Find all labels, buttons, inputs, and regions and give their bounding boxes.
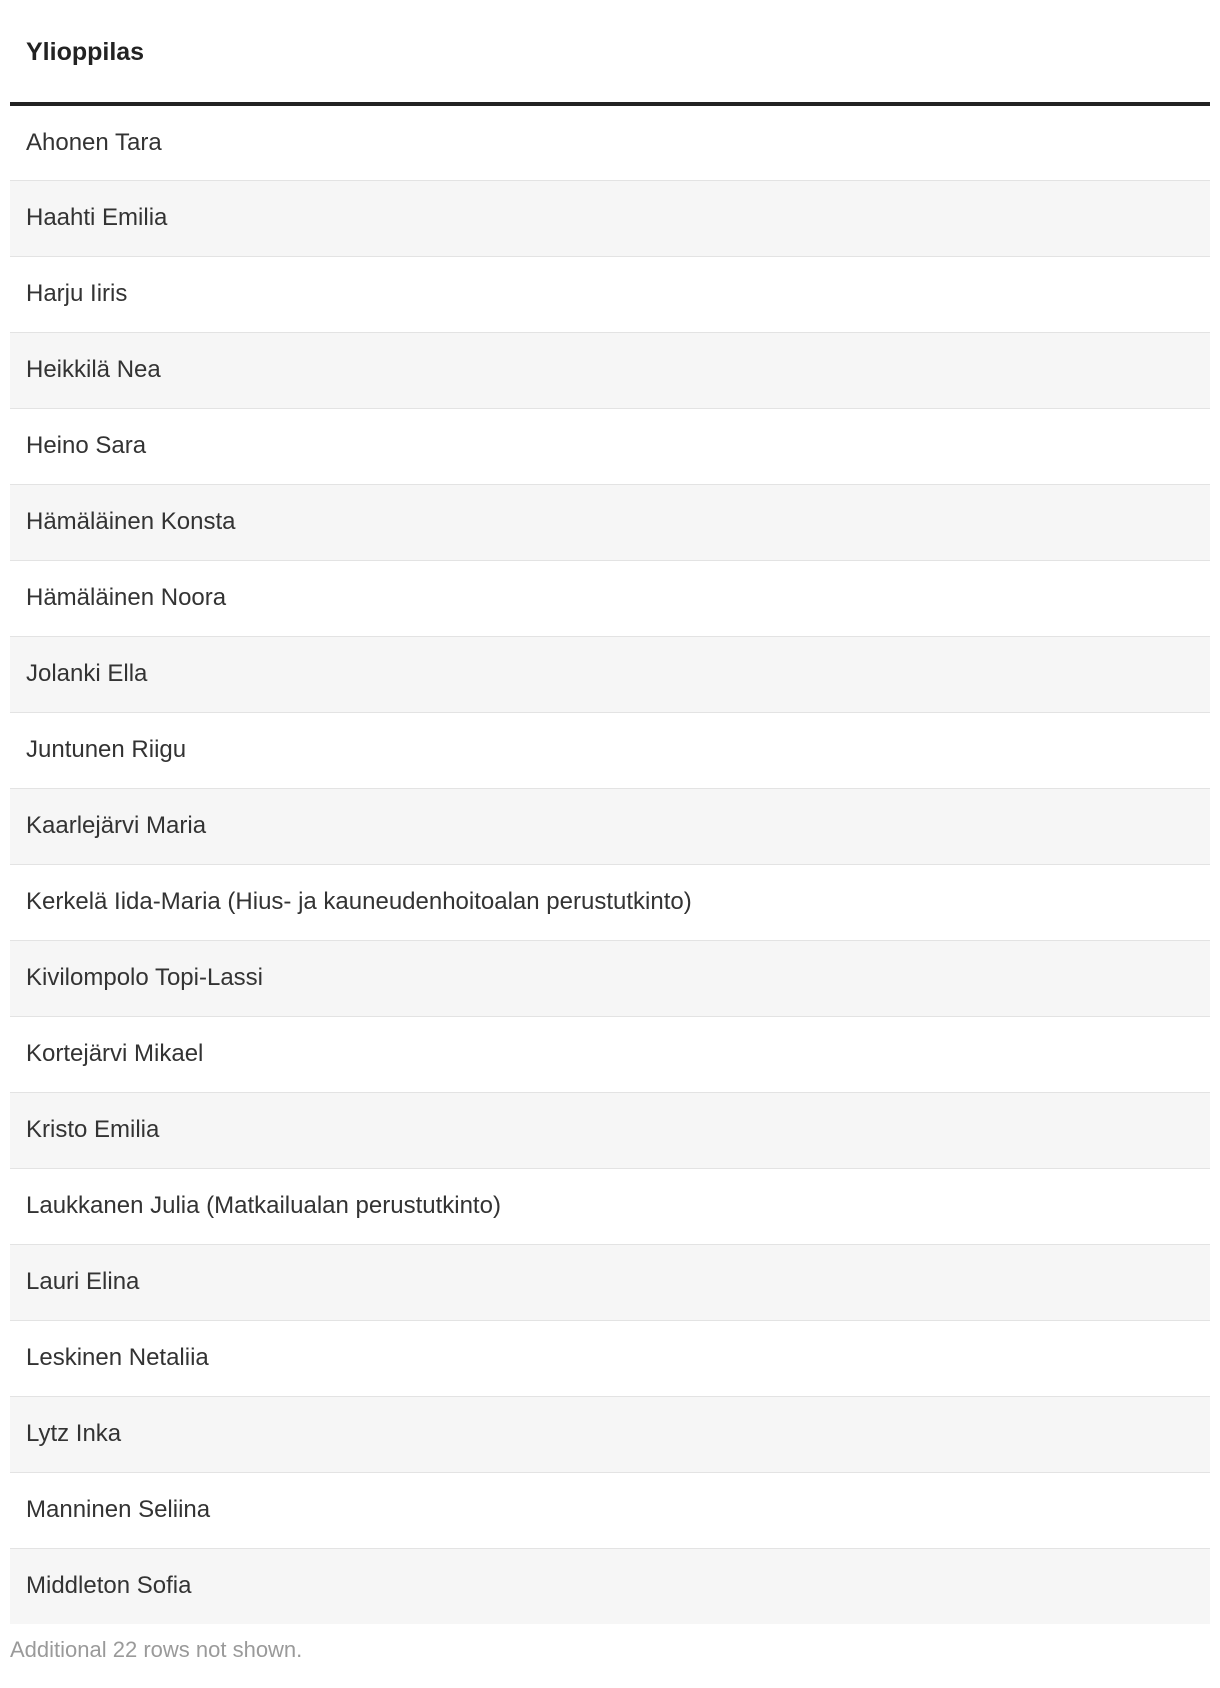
- column-header-ylioppilas: Ylioppilas: [10, 0, 1210, 104]
- table-cell-name: Kerkelä Iida-Maria (Hius- ja kauneudenhoitoalan perustutkinto): [10, 864, 1210, 940]
- table-row: [10, 1244, 1210, 1320]
- table-cell-name: Heikkilä Nea: [10, 332, 1210, 408]
- table-cell-name: Lauri Elina: [10, 1244, 1210, 1320]
- table-row: [10, 1548, 1210, 1624]
- rows-not-shown-note: Additional 22 rows not shown.: [10, 1637, 303, 1662]
- table-cell-name: Leskinen Netaliia: [10, 1320, 1210, 1396]
- table-cell-name: Hämäläinen Konsta: [10, 484, 1210, 560]
- table-cell-name: Heino Sara: [10, 408, 1210, 484]
- table-row: [10, 408, 1210, 484]
- table-cell-name: Kaarlejärvi Maria: [10, 788, 1210, 864]
- table-cell-name: Ahonen Tara: [10, 104, 1210, 180]
- table-row: [10, 104, 1210, 180]
- table-row: [10, 1472, 1210, 1548]
- table-body: [10, 104, 1210, 1624]
- table-row: [10, 940, 1210, 1016]
- table-row: [10, 864, 1210, 940]
- table-cell-name: Lytz Inka: [10, 1396, 1210, 1472]
- table-cell-name: Laukkanen Julia (Matkailualan perustutkinto): [10, 1168, 1210, 1244]
- student-table-container: [10, 0, 1210, 1624]
- table-row: [10, 712, 1210, 788]
- table-row: [10, 484, 1210, 560]
- table-row: [10, 1016, 1210, 1092]
- table-row: [10, 256, 1210, 332]
- table-cell-name: Kristo Emilia: [10, 1092, 1210, 1168]
- header-row: [10, 0, 1210, 104]
- table-cell-name: Harju Iiris: [10, 256, 1210, 332]
- table-row: [10, 1092, 1210, 1168]
- table-row: [10, 636, 1210, 712]
- table-row: [10, 332, 1210, 408]
- table-row: [10, 180, 1210, 256]
- table-cell-name: Hämäläinen Noora: [10, 560, 1210, 636]
- student-table: [10, 0, 1210, 1624]
- table-row: [10, 788, 1210, 864]
- table-row: [10, 1168, 1210, 1244]
- table-cell-name: Middleton Sofia: [10, 1548, 1210, 1624]
- table-cell-name: Juntunen Riigu: [10, 712, 1210, 788]
- table-cell-name: Jolanki Ella: [10, 636, 1210, 712]
- table-row: [10, 1320, 1210, 1396]
- table-row: [10, 560, 1210, 636]
- table-header: [10, 0, 1210, 104]
- table-cell-name: Manninen Seliina: [10, 1472, 1210, 1548]
- table-cell-name: Kortejärvi Mikael: [10, 1016, 1210, 1092]
- table-cell-name: Haahti Emilia: [10, 180, 1210, 256]
- table-cell-name: Kivilompolo Topi-Lassi: [10, 940, 1210, 1016]
- table-row: [10, 1396, 1210, 1472]
